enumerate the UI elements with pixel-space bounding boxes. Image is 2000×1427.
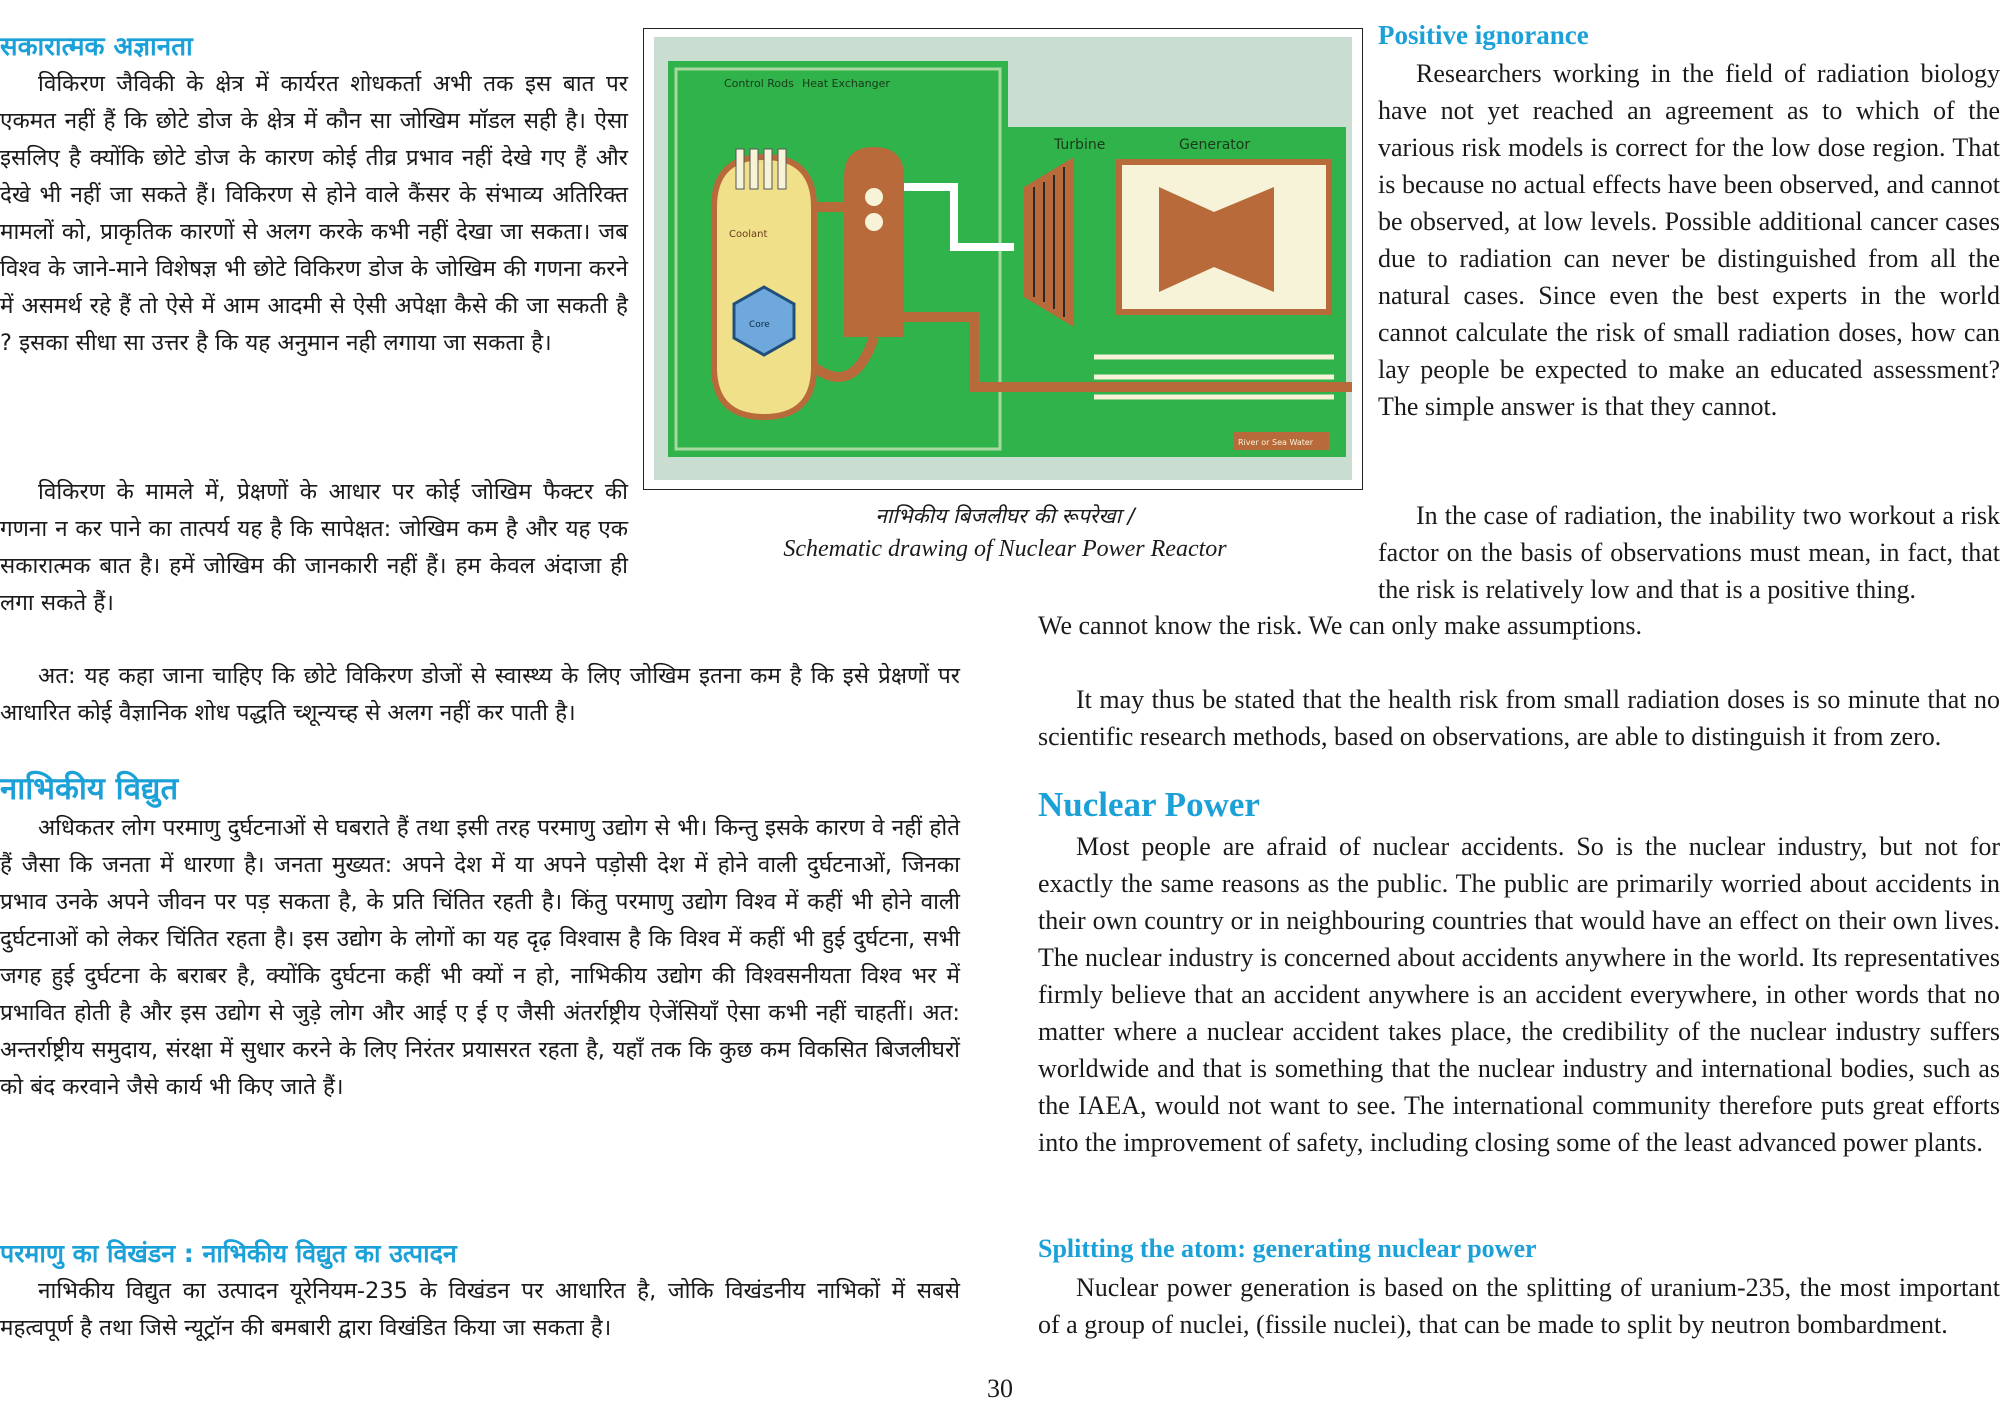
- turbine: [1024, 157, 1074, 327]
- english-paragraph-5: Nuclear power generation is based on the splitting of uranium-235, the most important of a group of nuclei, (fissile nuclei), that can be made to split by neutron bombardment.: [1038, 1273, 2000, 1339]
- english-paragraph-3: It may thus be stated that the health risk from small radiation doses is so minute that no scientific research methods, based on observations, are able to distinguish it from zero.: [1038, 685, 2000, 751]
- label-generator: Generator: [1179, 137, 1251, 153]
- english-heading-positive-ignorance: Positive ignorance: [1378, 20, 1589, 50]
- english-paragraph-4: Most people are afraid of nuclear accidents. So is the nuclear industry, but not for exactly the same reasons as the public. The public are primarily worried about accidents in their own country or in neighbouring countries that would have an effect on their own lives. The nuclear industry is concerned about accidents anywhere in the world. Its representatives firmly believe that an accident anywhere is an accident everywhere, in other words that no matter where a nuclear accident takes place, the credibility of the nuclear industry suffers worldwide and that is something that the nuclear industry and international bodies, such as the IAEA, would not want to see. The international community therefore puts great efforts into the improvement of safety, including closing some of the least advanced power plants.: [1038, 832, 2000, 1157]
- label-heat-exchanger: Heat Exchanger: [802, 77, 890, 90]
- english-paragraph-1: Researchers working in the field of radiation biology have not yet reached an agreement as to which of the various risk models is correct for the low dose region. That is because no actual effects have been observed, and cannot be observed, at low levels. Possible additional cancer cases due to radiation can never be distinguished from all the natural cases. Since even the best experts in the world cannot calculate the risk of small radiation doses, how can lay people be expected to make an educated assessment? The simple answer is that they cannot.: [1378, 59, 2000, 421]
- reactor-diagram: [654, 37, 1352, 480]
- english-paragraph-2a: In the case of radiation, the inability two workout a risk factor on the basis of observations must mean, in fact, that the risk is relatively low and that is a positive thing.: [1378, 501, 2000, 604]
- label-river-water: River or Sea Water: [1238, 438, 1314, 447]
- label-core: Core: [749, 320, 770, 330]
- english-paragraph-2b: We cannot know the risk. We can only make assumptions.: [1038, 611, 1643, 640]
- hindi-heading-nuclear-power: नाभिकीय विद्युत: [0, 771, 179, 807]
- label-coolant: Coolant: [729, 229, 768, 240]
- english-heading-nuclear-power: Nuclear Power: [1038, 785, 1260, 824]
- hindi-heading-positive-ignorance: सकारात्मक अज्ञानता: [0, 32, 193, 62]
- label-turbine: Turbine: [1054, 137, 1106, 153]
- figure-caption-english: Schematic drawing of Nuclear Power Reactor: [783, 536, 1227, 562]
- hindi-paragraph-2: विकिरण के मामले में, प्रेक्षणों के आधार पर कोई जोखिम फैक्टर की गणना न कर पाने का तात्पर्य यह है कि सापेक्षत: जोखिम कम है और यह एक सकारात्मक बात है। हमें जोखिम की जानकारी नहीं हैं। हम केवल अंदाजा ही लगा सकते हैं।: [0, 479, 628, 616]
- figure-caption-hindi: नाभिकीय बिजलीघर की रूपरेखा /: [875, 504, 1135, 528]
- hindi-paragraph-4: अधिकतर लोग परमाणु दुर्घटनाओं से घबराते हैं तथा इसी तरह परमाणु उद्योग से भी। किन्तु इसके कारण वे नहीं होते हैं जैसा कि जनता में धारणा है। जनता मुख्यत: अपने देश में या अपने पड़ोसी देश में होने वाली दुर्घटनाओं, जिनका प्रभाव उनके अपने जीवन पर पड़ सकता है, के प्रति चिंतित रहती है। किंतु परमाणु उद्योग विश्व में कहीं भी होने वाली दुर्घटनाओं को लेकर चिंतित रहता है। इस उद्योग के लोगों का यह दृढ़ विश्वास है कि विश्व में कहीं भी हुई दुर्घटना, सभी जगह हुई दुर्घटना के बराबर है, क्योंकि दुर्घटना कहीं भी क्यों न हो, नाभिकीय उद्योग की विश्वसनीयता विश्व भर में प्रभावित होती है और इस उद्योग से जुड़े लोग और आई ए ई ए जैसी अंतर्राष्ट्रीय ऐजेंसियाँ ऐसा कभी नहीं चाहतीं। अत: अन्तर्राष्ट्रीय समुदाय, संरक्षा में सुधार करने के लिए निरंतर प्रयासरत रहता है, यहाँ तक कि कुछ कम विकसित बिजलीघरों को बंद करवाने जैसे कार्य भी किए जाते हैं।: [0, 815, 960, 1100]
- heat-exchanger-bubble-2: [865, 213, 883, 231]
- reactor-figure: [643, 28, 1363, 490]
- reactor-schematic-svg: [654, 37, 1352, 480]
- hindi-paragraph-1: विकिरण जैविकी के क्षेत्र में कार्यरत शोधकर्ता अभी तक इस बात पर एकमत नहीं हैं कि छोटे डोज के क्षेत्र में कौन सा जोखिम मॉडल सही है। ऐसा इसलिए है क्योंकि छोटे डोज के कारण कोई तीव्र प्रभाव नहीं देखे गए हैं और देखे भी नहीं जा सकते हैं। विकिरण से होने वाले कैंसर के संभाव्य अतिरिक्त मामलों को, प्राकृतिक कारणों से अलग करके कभी नहीं देखा जा सकता। जब विश्व के जाने-माने विशेषज्ञ भी छोटे विकिरण डोज के जोखिम की गणना करने में असमर्थ रहे हैं तो ऐसे में आम आदमी से ऐसी अपेक्षा कैसे की जा सकती है ? इसका सीधा सा उत्तर है कि यह अनुमान नही लगाया जा सकता है।: [0, 71, 628, 356]
- hindi-heading-splitting-atom: परमाणु का विखंडन : नाभिकीय विद्युत का उत्पादन: [0, 1239, 457, 1268]
- page-number: 30: [987, 1374, 1013, 1403]
- english-heading-splitting-atom: Splitting the atom: generating nuclear power: [1038, 1234, 1537, 1263]
- label-control-rods: Control Rods: [724, 77, 794, 90]
- heat-exchanger: [844, 147, 904, 337]
- figure-caption: [700, 500, 1310, 566]
- heat-exchanger-bubble-1: [865, 188, 883, 206]
- hindi-paragraph-5: नाभिकीय विद्युत का उत्पादन यूरेनियम-235 के विखंडन पर आधारित है, जोकि विखंडनीय नाभिकों में सबसे महत्वपूर्ण है तथा जिसे न्यूट्रॉन की बमबारी द्वारा विखंडित किया जा सकता है।: [0, 1278, 960, 1341]
- hindi-paragraph-3: अत: यह कहा जाना चाहिए कि छोटे विकिरण डोजों से स्वास्थ्य के लिए जोखिम इतना कम है कि इसे प्रेक्षणों पर आधारित कोई वैज्ञानिक शोध पद्धति च्शून्यच्ह से अलग नहीं कर पाती है।: [0, 663, 960, 726]
